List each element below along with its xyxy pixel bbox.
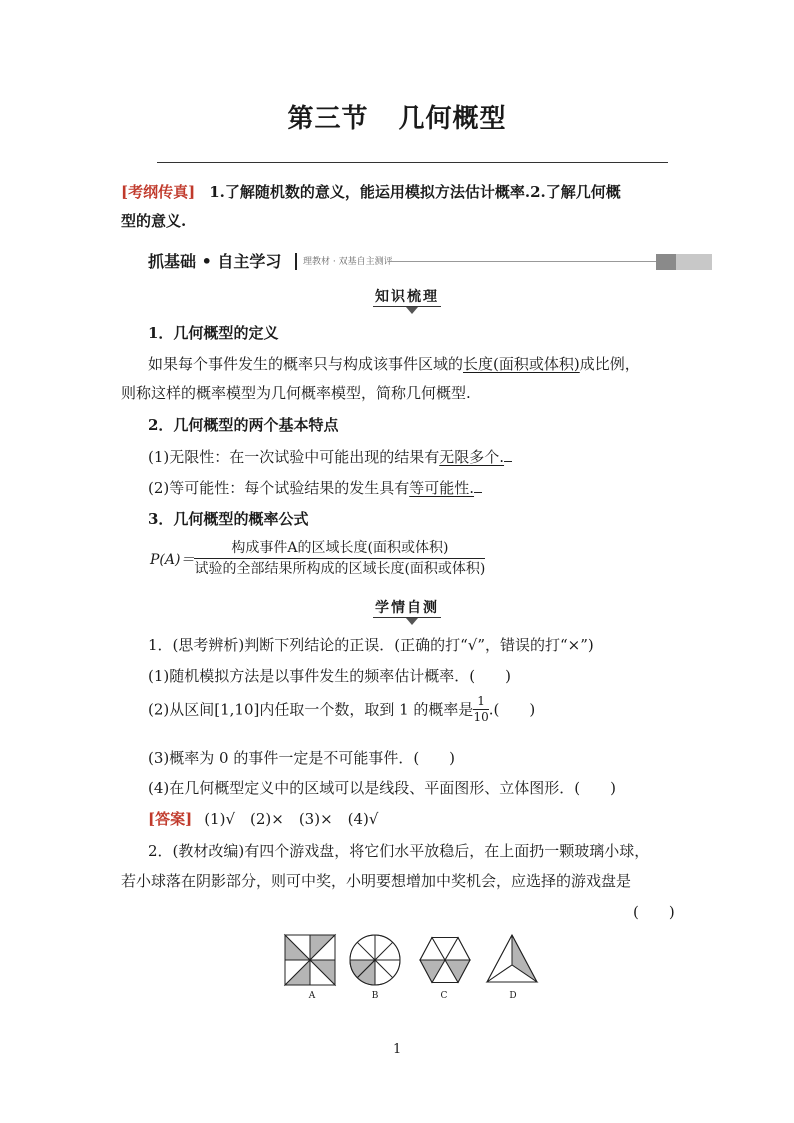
banner-title: 抓基础 • 自主学习: [148, 252, 282, 271]
banner-subtitle: 理教材 · 双基自主测评: [303, 257, 393, 267]
q1-statement-3: (3)概率为 0 的事件一定是不可能事件．( ): [148, 749, 456, 767]
q1-statement-4: (4)在几何概型定义中的区域可以是线段、平面图形、立体图形．( ): [148, 779, 616, 797]
board-d: [487, 935, 537, 982]
q2-line2: 若小球落在阴影部分，则可中奖，小明要想增加中奖机会，应选择的游戏盘是: [121, 872, 632, 890]
kaogang-line1: [考纲传真] 1.了解随机数的意义，能运用模拟方法估计概率.2.了解几何概: [121, 183, 621, 201]
kaogang-line2: 型的意义.: [121, 212, 187, 230]
k2-heading: 2．几何概型的两个基本特点: [148, 416, 339, 434]
page-title: [0, 98, 794, 135]
page-number: 1: [393, 1042, 402, 1057]
formula-denominator: 试验的全部结果所构成的区域长度(面积或体积): [194, 561, 486, 577]
k2-item2: (2)等可能性：每个试验结果的发生具有等可能性.: [148, 477, 482, 499]
title-section: 第三节: [287, 104, 369, 134]
kaogang-label: [考纲传真]: [121, 183, 196, 201]
fraction-one-tenth: $\frac{1}{10}$: [473, 694, 489, 724]
formula-fraction: [194, 538, 485, 579]
board-b: [350, 935, 400, 985]
k1-underlined: 长度(面积或体积): [463, 355, 580, 373]
q1-stem: 1．(思考辨析)判断下列结论的正误．(正确的打“√”，错误的打“×”): [148, 636, 594, 654]
triangle-down-icon: [406, 307, 418, 314]
k1-line2: 则称这样的概率模型为几何概率模型，简称几何概型.: [121, 384, 471, 402]
title-rule: [157, 162, 668, 163]
k3-heading: 3．几何概型的概率公式: [148, 510, 309, 528]
k1-heading: 1．几何概型的定义: [148, 324, 279, 342]
triangle-down-icon: [406, 618, 418, 625]
q2-line1: 2．(教材改编)有四个游戏盘，将它们水平放稳后，在上面扔一颗玻璃小球，: [148, 842, 650, 860]
section-label-self-test: 学情自测: [375, 600, 439, 616]
answer-text: (1)√ (2)× (3)× (4)√: [204, 810, 379, 828]
q1-answer: [148, 808, 378, 830]
q1-statement-1: (1)随机模拟方法是以事件发生的频率估计概率．( ): [148, 667, 511, 685]
banner-divider: [295, 253, 297, 270]
answer-label: [答案]: [148, 810, 193, 828]
title-topic: 几何概型: [398, 104, 507, 134]
q2-answer-blank: ( ): [633, 903, 675, 921]
option-label-d: D: [509, 991, 517, 1001]
q1-statement-2: (2)从区间[1,10]内任取一个数，取到 1 的概率是 $\frac{1}{10}$ .( ): [148, 694, 536, 724]
k2-item1: (1)无限性：在一次试验中可能出现的结果有无限多个.: [148, 446, 512, 468]
option-label-b: B: [371, 991, 379, 1001]
banner-line: [388, 261, 656, 262]
k1-line1: 如果每个事件发生的概率只与构成该事件区域的长度(面积或体积)成比例，: [148, 355, 640, 373]
formula-numerator: 构成事件A的区域长度(面积或体积): [194, 538, 485, 559]
board-a: [285, 935, 335, 985]
option-label-c: C: [440, 991, 448, 1001]
probability-formula: [150, 538, 485, 579]
board-c: [420, 938, 470, 983]
banner-block-dark: [656, 254, 676, 270]
banner-block-light: [676, 254, 712, 270]
formula-lhs: P(A)＝: [150, 551, 195, 568]
section-banner: [148, 251, 712, 272]
option-label-a: A: [308, 991, 316, 1001]
section-label-knowledge: 知识梳理: [375, 289, 439, 305]
